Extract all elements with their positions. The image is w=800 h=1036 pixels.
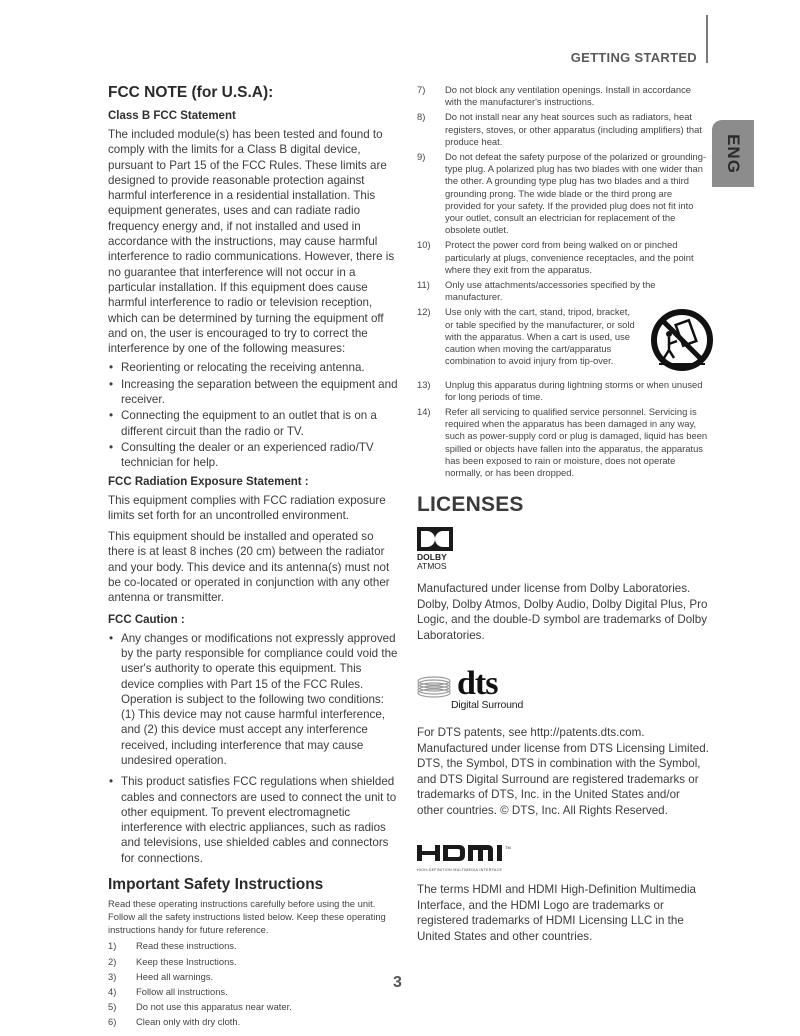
dts-license-text: For DTS patents, see http://patents.dts.com. Manufactured under license from DTS Licensing Limited. DTS, the Symbol, DTS in combination with the Symbol, and DTS Digital Surround are registered trademarks or trademarks of DTS, Inc. in the United States and/or other countries. © DTS, Inc. All Rights Reserved. [417,726,709,817]
radiation-paragraph-1: This equipment complies with FCC radiation exposure limits set forth for an uncontrolled environment. [108,493,386,522]
list-item: 8) Do not install near any heat sources such as radiators, heat registers, stoves, or other apparatus (including amplifiers) that produce heat. [417,111,702,147]
dts-logo [417,665,709,712]
list-item: 7) Do not block any ventilation openings. Install in accordance with the manufacturer's instructions. [417,84,691,108]
caution-list [108,631,398,866]
list-item: 1) Read these instructions. [108,940,237,952]
list-item: • Reorienting or relocating the receiving antenna. [108,360,398,375]
radiation-heading: FCC Radiation Exposure Statement : [108,475,309,488]
measures-list [108,360,398,470]
language-tab [712,120,754,187]
list-item: • Increasing the separation between the equipment and receiver. [108,377,398,408]
class-b-heading: Class B FCC Statement [108,110,236,122]
header-divider [706,15,708,63]
list-item: 10) Protect the power cord from being walked on or pinched particularly at plugs, convenience receptacles, and the point where they exit from the apparatus. [417,239,694,275]
dts-logo-subtitle: Digital Surround [451,699,524,712]
class-b-paragraph: The included module(s) has been tested and found to comply with the limits for a Class B digital device, pursuant to Part 15 of the FCC Rules. These limits are designed to provide reasonable protection against harmful interference in a residential installation. This equipment generates, uses and can radiate radio frequency energy and, if not installed and used in accordance with the instructions, may cause harmful interference to radio communications. However, there is no guarantee that interference will not occur in a particular installation. If this equipment does cause harmful interference to radio or television reception, which can be determined by turning the equipment off and on, the user is encouraged to try to correct the interference by one of the following measures: [108,128,395,356]
dolby-logo-line2: ATMOS [417,561,447,572]
list-item: 14) Refer all servicing to qualified service personnel. Servicing is required when the apparatus has been damaged in any way, such as power-supply cord or plug is damaged, liquid has been spilled or objects have fallen into the apparatus, the apparatus has been exposed to rain or moisture, does not operate normally, or has been dropped. [417,406,708,479]
language-tab-label: ENG [724,133,743,174]
list-item: • Consulting the dealer or an experienced radio/TV technician for help. [108,440,398,471]
list-item: • This product satisfies FCC regulations when shielded cables and connectors are used to connect the unit to other equipment. To prevent electromagnetic interference with electric appliances, such as radios and televisions, use shielded cables and connectors for connections. [108,774,398,866]
dolby-license-text: Manufactured under license from Dolby Laboratories. Dolby, Dolby Atmos, Dolby Audio, Dolby Digital Plus, Pro Logic, and the double-D symbol are trademarks of Dolby Laboratories. [417,582,708,642]
list-item: • Connecting the equipment to an outlet that is on a different circuit than the radio or TV. [108,408,398,439]
list-item: 4) Follow all instructions. [108,986,228,998]
list-item: 6) Clean only with dry cloth. [108,1016,241,1028]
caution-heading: FCC Caution : [108,613,185,626]
fcc-note-heading: FCC NOTE (for U.S.A): [108,84,274,101]
dolby-logo [417,527,709,571]
section-title: GETTING STARTED [570,50,697,65]
safety-intro: Read these operating instructions carefully before using the unit. Follow all the safety instructions listed below. Keep these operating instructions handy for future reference. [108,898,386,935]
licenses-heading: LICENSES [417,493,524,517]
list-item: 12) Use only with the cart, stand, tripod, bracket, or table specified by the manufacturer, or sold with the apparatus. When a cart is used, use caution when moving the cart/apparatus combination to avoid injury from tip-over. [417,306,709,375]
svg-text:TM: TM [505,845,511,851]
dts-disc-icon [417,675,451,699]
left-column [108,84,398,1032]
dolby-double-d-icon [417,527,453,551]
page-number: 3 [393,974,402,991]
list-item: 9) Do not defeat the safety purpose of the polarized or grounding-type plug. A polarized plug has two blades with one wider than the other. A grounding type plug has two blades and a third grounding prong. The wide blade or the third prong are provided for your safety. If the provided plug does not fit into your outlet, consult an electrician for replacement of the obsolete outlet. [417,151,707,236]
safety-heading: Important Safety Instructions [108,876,324,894]
list-item: • Any changes or modifications not expressly approved by the party responsible for compliance could void the user's authority to operate this equipment. This device complies with Part 15 of the FCC Rules. Operation is subject to the following two conditions: (1) This device may not cause harmful interference, and (2) this device must accept any interference received, including interference that may cause undesired operation. [108,631,398,769]
dolby-logo-line1: DOLBY [417,552,447,563]
list-item: 5) Do not use this apparatus near water. [108,1001,292,1013]
hdmi-wordmark-icon [417,844,517,862]
radiation-paragraph-2: This equipment should be installed and operated so there is at least 8 inches (20 cm) between the radiator and your body. This device and its antenna(s) must not be co-located or operated in conjunction with any other antenna or transmitter. [108,530,390,605]
list-item: 3) Heed all warnings. [108,970,214,982]
dts-logo-word: dts [457,665,498,703]
hdmi-logo [417,844,709,872]
cart-tip-over-warning-icon [649,308,715,375]
safety-list-left [108,940,398,1028]
list-item: 13) Unplug this apparatus during lightning storms or when unused for long periods of time. [417,378,703,402]
right-column [417,84,709,944]
list-item: 2) Keep these Instructions. [108,955,237,967]
hdmi-license-text: The terms HDMI and HDMI High-Definition Multimedia Interface, and the HDMI Logo are trademarks or registered trademarks of HDMI Licensing LLC in the United States and other countries. [417,883,696,943]
safety-list-right [417,84,709,479]
list-item: 11) Only use attachments/accessories specified by the manufacturer. [417,279,656,303]
hdmi-logo-subtitle: HIGH-DEFINITION MULTIMEDIA INTERFACE [417,868,503,873]
